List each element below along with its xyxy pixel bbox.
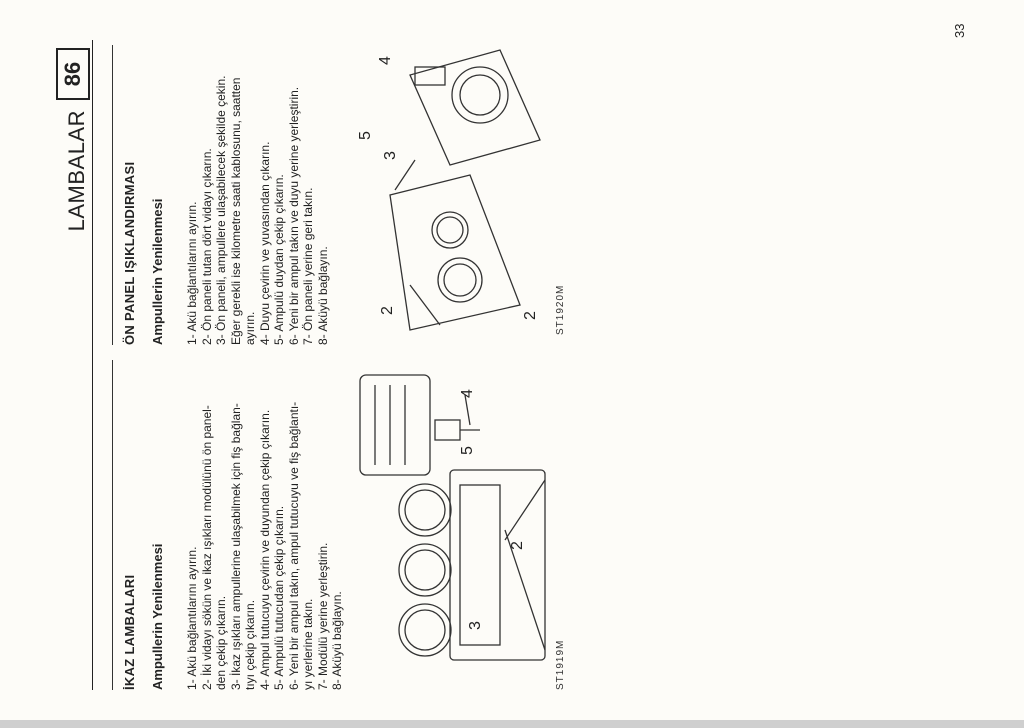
right-step: 4- Duyu çevirin ve yuvasından çıkarın. bbox=[257, 141, 272, 345]
page-header bbox=[60, 40, 100, 690]
right-section-subtitle: Ampullerin Yenilenmesi bbox=[150, 198, 165, 345]
right-figure-code: ST1920M bbox=[555, 284, 566, 335]
left-section-title: İKAZ LAMBALARI bbox=[122, 574, 137, 690]
left-callout-5: 5 bbox=[459, 446, 476, 455]
left-callout-4: 4 bbox=[459, 389, 476, 398]
page-number: 33 bbox=[952, 23, 967, 38]
right-section-rule bbox=[112, 45, 113, 345]
left-step: 7- Modülü yerine yerleştirin. bbox=[315, 542, 330, 690]
left-step: yı yerlerine takın. bbox=[301, 598, 315, 690]
right-step: 5- Ampulü duydan çekip çıkarın. bbox=[272, 174, 286, 345]
header-page-box: 86 bbox=[56, 48, 90, 100]
right-step: 7- Ön paneli yerine geri takın. bbox=[301, 187, 315, 345]
right-step: 3- Ön paneli, ampullere ulaşabilecek şekilde çekin. bbox=[214, 75, 228, 345]
left-figure-illustration bbox=[350, 360, 550, 670]
manual-page bbox=[60, 40, 960, 690]
right-step: 2- Ön paneli tutan dört vidayı çıkarın. bbox=[199, 148, 214, 345]
left-step: 4- Ampul tutucuyu çevirin ve duyundan çekip çıkarın. bbox=[257, 409, 272, 690]
bottom-strip bbox=[0, 720, 1024, 728]
right-callout-2b: 2 bbox=[522, 311, 539, 320]
left-figure-code: ST1919M bbox=[555, 639, 566, 690]
left-steps bbox=[185, 360, 345, 690]
right-step: 6- Yeni bir ampul takın ve duyu yerine yerleştirin. bbox=[286, 86, 301, 345]
left-section-rule bbox=[112, 360, 113, 690]
left-step: 1- Akü bağlantılarını ayırın. bbox=[185, 546, 199, 690]
right-callout-2a: 2 bbox=[379, 306, 396, 315]
header-rule bbox=[92, 40, 93, 690]
left-callout-3: 3 bbox=[467, 621, 484, 630]
right-step: 1- Akü bağlantılarını ayırın. bbox=[185, 201, 199, 345]
right-section-title: ÖN PANEL IŞIKLANDIRMASI bbox=[122, 161, 137, 345]
right-callout-3: 3 bbox=[382, 151, 399, 160]
left-step: den çekip çıkarın. bbox=[214, 595, 228, 690]
left-step: 2- İki vidayı sökün ve ikaz ışıkları modülünü ön panel- bbox=[199, 405, 214, 690]
right-step: Eğer gerekli ise kilometre saati kablosunu, saatten bbox=[228, 77, 243, 345]
left-step: 3- İkaz ışıkları ampullerine ulaşabilmek için fiş bağlan- bbox=[228, 403, 243, 690]
right-step: 8- Aküyü bağlayın. bbox=[315, 246, 330, 345]
right-figure-illustration bbox=[350, 45, 550, 335]
left-step: 8- Aküyü bağlayın. bbox=[330, 591, 344, 690]
right-callout-5: 5 bbox=[357, 131, 374, 140]
right-steps bbox=[185, 45, 330, 345]
left-step: 6- Yeni bir ampul takın, ampul tutucuyu ve fiş bağlantı- bbox=[286, 401, 301, 690]
right-callout-4: 4 bbox=[377, 56, 394, 65]
right-step: ayırın. bbox=[243, 311, 257, 345]
left-step: tıyı çekip çıkarın. bbox=[243, 599, 257, 690]
left-callout-2: 2 bbox=[509, 541, 526, 550]
left-section-subtitle: Ampullerin Yenilenmesi bbox=[150, 543, 165, 690]
header-title: LAMBALAR bbox=[64, 110, 89, 232]
left-step: 5- Ampulü tutucudan çekip çıkarın. bbox=[272, 505, 286, 690]
